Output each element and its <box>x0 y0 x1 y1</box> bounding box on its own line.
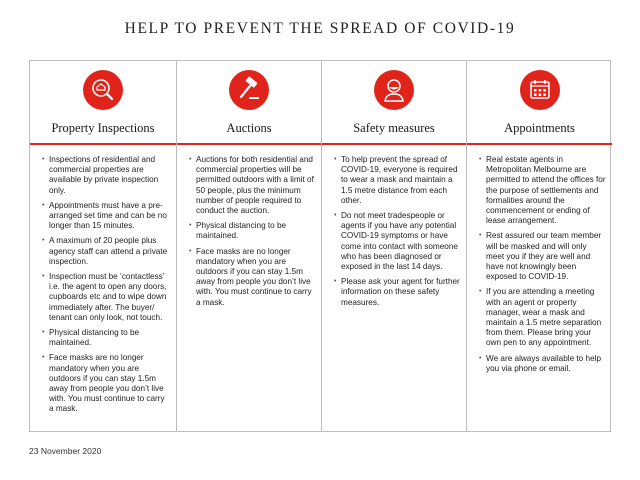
list-item: • Appointments must have a pre-arranged set time and can be no longer than 15 minutes. <box>42 201 170 232</box>
bullet-list <box>322 145 466 308</box>
column-property-inspections <box>30 61 176 431</box>
list-item: • Do not meet tradespeople or agents if you have any potential COVID-19 symptoms or have come into contact with someone who has been diagnosed or exposed in the last 14 days. <box>334 211 460 272</box>
list-item: • A maximum of 20 people plus agency staff can attend a private inspection. <box>42 236 170 267</box>
list-item: • Physical distancing to be maintained. <box>189 221 315 241</box>
column-header <box>177 61 321 145</box>
bullet-list <box>177 145 321 308</box>
bullet-list <box>30 145 176 415</box>
column-appointments <box>466 61 612 431</box>
list-item: • Face masks are no longer mandatory when you are outdoors if you can stay 1.5m away from people you don’t live with. You must continue to carry a mask. <box>189 247 315 308</box>
list-item: • Physical distancing to be maintained. <box>42 328 170 348</box>
column-title: Safety measures <box>353 121 435 135</box>
page-title: HELP TO PREVENT THE SPREAD OF COVID-19 <box>124 20 516 37</box>
list-item: • Real estate agents in Metropolitan Melbourne are permitted to attend the offices for the purpose of settlements and formalities around the commencement or ending of lease arrangement. <box>479 155 606 226</box>
calendar-icon <box>520 70 560 110</box>
list-item: • Auctions for both residential and commercial properties will be permitted outdoors with a limit of 50 people, plus the minimum number of people required to conduct the auction. <box>189 155 315 216</box>
list-item: • Face masks are no longer mandatory when you are outdoors if you can stay 1.5m away from people you don’t live with. You must continue to carry a mask. <box>42 353 170 414</box>
column-auctions <box>176 61 321 431</box>
person-mask-icon <box>374 70 414 110</box>
list-item: • Inspections of residential and commercial properties are available by private inspection only. <box>42 155 170 196</box>
list-item: • Inspection must be ‘contactless’ i.e. the agent to open any doors, cupboards etc and to wipe down immediately after. The buyer/ tenant can only look, not touch. <box>42 272 170 323</box>
column-header <box>322 61 466 145</box>
column-title: Property Inspections <box>51 121 155 135</box>
magnifier-house-icon <box>83 70 123 110</box>
column-title: Appointments <box>504 121 575 135</box>
list-item: • Rest assured our team member will be masked and will only meet you if they are well and have not knowingly been exposed to COVID-19. <box>479 231 606 282</box>
gavel-icon <box>229 70 269 110</box>
list-item: • If you are attending a meeting with an agent or property manager, wear a mask and maintain a 1.5 metre separation from them. Please bring your own pen to any appointment. <box>479 287 606 348</box>
info-panel <box>29 60 611 432</box>
column-header <box>467 61 612 145</box>
list-item: • We are always available to help you via phone or email. <box>479 354 606 374</box>
column-safety-measures <box>321 61 466 431</box>
list-item: • To help prevent the spread of COVID-19, everyone is required to wear a mask and maintain a 1.5 metre distance from each other. <box>334 155 460 206</box>
bullet-list <box>467 145 612 374</box>
column-header <box>30 61 176 145</box>
list-item: • Please ask your agent for further information on these safety measures. <box>334 277 460 308</box>
column-title: Auctions <box>226 121 272 135</box>
document-date: 23 November 2020 <box>29 446 102 456</box>
